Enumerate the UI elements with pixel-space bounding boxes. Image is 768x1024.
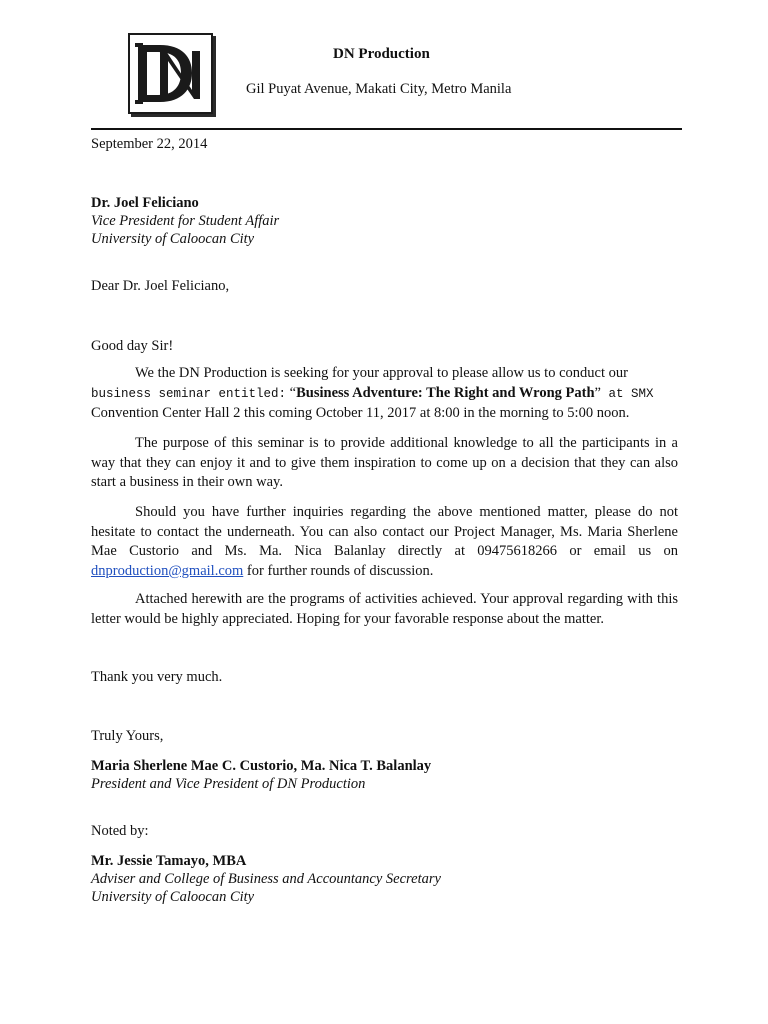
purpose-text: The purpose of this seminar is to provide additional knowledge to all the participants in a way that they can enjoy it and to give them inspiration to come up on a decision that they can also start a business in their own way. <box>91 435 678 491</box>
signatory-title: President and Vice President of DN Production <box>91 776 366 792</box>
noted-by-label: Noted by: <box>91 823 149 839</box>
paragraph-purpose <box>91 434 678 493</box>
request-mono-venue: at SMX <box>600 386 654 401</box>
attachment-text: Attached herewith are the programs of activities achieved. Your approval regarding with this letter would be highly appreciated. Hoping for your favorable response about the matter. <box>91 591 678 627</box>
noted-by-title: Adviser and College of Business and Accountancy Secretary <box>91 871 441 887</box>
recipient-title: Vice President for Student Affair <box>91 213 280 229</box>
closing: Truly Yours, <box>91 728 164 744</box>
letter-date: September 22, 2014 <box>91 136 208 152</box>
noted-by-organization: University of Caloocan City <box>91 889 255 905</box>
quote-open: “ <box>286 384 297 401</box>
paragraph-attachment <box>91 590 678 629</box>
request-intro: We the DN Production is seeking for your approval to please allow us to conduct our <box>135 365 628 381</box>
org-address: Gil Puyat Avenue, Makati City, Metro Manila <box>246 81 512 97</box>
dn-logo <box>128 33 213 114</box>
thanks-line: Thank you very much. <box>91 669 223 685</box>
paragraph-request <box>91 364 678 424</box>
request-mono-lead: business seminar entitled: <box>91 386 287 401</box>
salutation: Dear Dr. Joel Feliciano, <box>91 278 230 294</box>
recipient-organization: University of Caloocan City <box>91 231 255 247</box>
seminar-title: Business Adventure: The Right and Wrong Path <box>296 384 595 401</box>
quote-close: ” <box>594 384 601 401</box>
recipient-name: Dr. Joel Feliciano <box>91 195 199 211</box>
dn-monogram-icon <box>130 35 211 112</box>
org-name: DN Production <box>333 46 430 62</box>
request-details: Convention Center Hall 2 this coming October 11, 2017 at 8:00 in the morning to 5:00 noon. <box>91 405 630 422</box>
inquiries-text: Should you have further inquiries regarding the above mentioned matter, please do not hesitate to contact the underneath. You can also contact our Project Manager, Ms. Maria Sherlene Mae Custorio and Ms. Ma. Nica Balanlay directly at 09475618266 or email us on <box>91 504 678 560</box>
header-divider <box>91 128 682 130</box>
noted-by-name: Mr. Jessie Tamayo, MBA <box>91 853 247 869</box>
email-link[interactable]: dnproduction@gmail.com <box>91 562 244 579</box>
paragraph-inquiries <box>91 503 678 581</box>
greeting: Good day Sir! <box>91 338 174 354</box>
signatory-names: Maria Sherlene Mae C. Custorio, Ma. Nica T. Balanlay <box>91 758 432 774</box>
inquiries-tail: for further rounds of discussion. <box>243 562 434 579</box>
